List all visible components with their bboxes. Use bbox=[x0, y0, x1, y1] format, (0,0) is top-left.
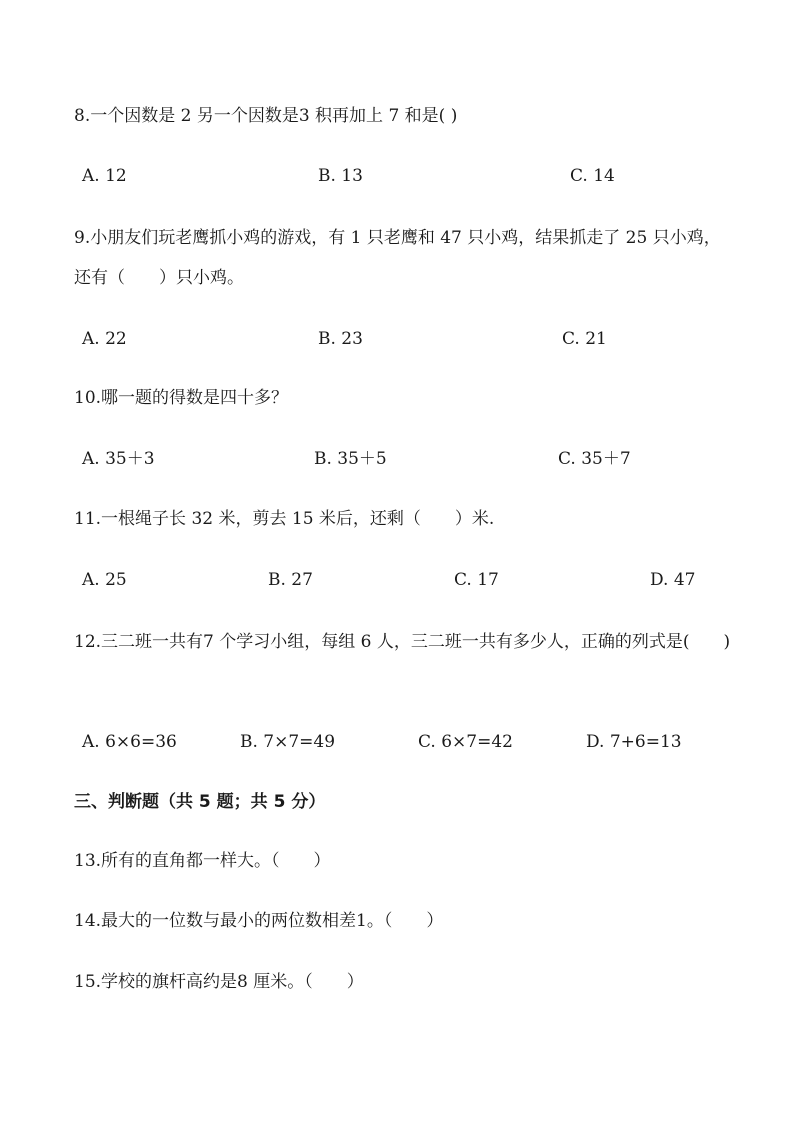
section-title-judgment: 三、判断题（共 5 题；共 5 分） bbox=[74, 792, 326, 812]
option-d[interactable]: D. 47 bbox=[650, 570, 696, 590]
option-a[interactable]: A. 25 bbox=[82, 570, 127, 590]
question-14: 14.最大的一位数与最小的两位数相差1。（ ） bbox=[74, 911, 444, 931]
option-b[interactable]: B. 27 bbox=[268, 570, 313, 590]
option-c[interactable]: C. 17 bbox=[454, 570, 499, 590]
option-c[interactable]: C. 14 bbox=[570, 166, 615, 186]
option-a[interactable]: A. 12 bbox=[82, 166, 127, 186]
option-a[interactable]: A. 35＋3 bbox=[82, 449, 155, 469]
question-10: 10.哪一题的得数是四十多？ bbox=[74, 388, 289, 408]
option-b[interactable]: B. 23 bbox=[318, 329, 363, 349]
question-9-options bbox=[82, 331, 722, 351]
question-15: 15.学校的旗杆高约是8 厘米。（ ） bbox=[74, 972, 364, 992]
option-c[interactable]: C. 35＋7 bbox=[558, 449, 631, 469]
question-12: 12.三二班一共有7 个学习小组，每组 6 人，三二班一共有多少人，正确的列式是( ) bbox=[74, 632, 731, 652]
option-b[interactable]: B. 7×7=49 bbox=[240, 732, 336, 752]
option-c[interactable]: C. 6×7=42 bbox=[418, 732, 513, 752]
question-9: 9.小朋友们玩老鹰抓小鸡的游戏，有 1 只老鹰和 47 只小鸡，结果抓走了 25 只小鸡，还有（ ）只小鸡。 bbox=[74, 228, 721, 288]
question-11: 11.一根绳子长 32 米，剪去 15 米后，还剩（ ）米. bbox=[74, 509, 495, 529]
option-a[interactable]: A. 22 bbox=[82, 329, 127, 349]
option-a[interactable]: A. 6×6=36 bbox=[82, 732, 177, 752]
question-11-options bbox=[82, 572, 722, 592]
option-c[interactable]: C. 21 bbox=[562, 329, 607, 349]
question-8: 8.一个因数是 2 另一个因数是3 积再加上 7 和是( ) bbox=[74, 106, 458, 126]
option-b[interactable]: B. 13 bbox=[318, 166, 363, 186]
question-12-options bbox=[82, 734, 722, 754]
option-b[interactable]: B. 35＋5 bbox=[314, 449, 387, 469]
question-10-options bbox=[82, 451, 722, 471]
question-13: 13.所有的直角都一样大。（ ） bbox=[74, 851, 331, 871]
option-d[interactable]: D. 7+6=13 bbox=[586, 732, 682, 752]
question-8-options bbox=[82, 168, 722, 188]
